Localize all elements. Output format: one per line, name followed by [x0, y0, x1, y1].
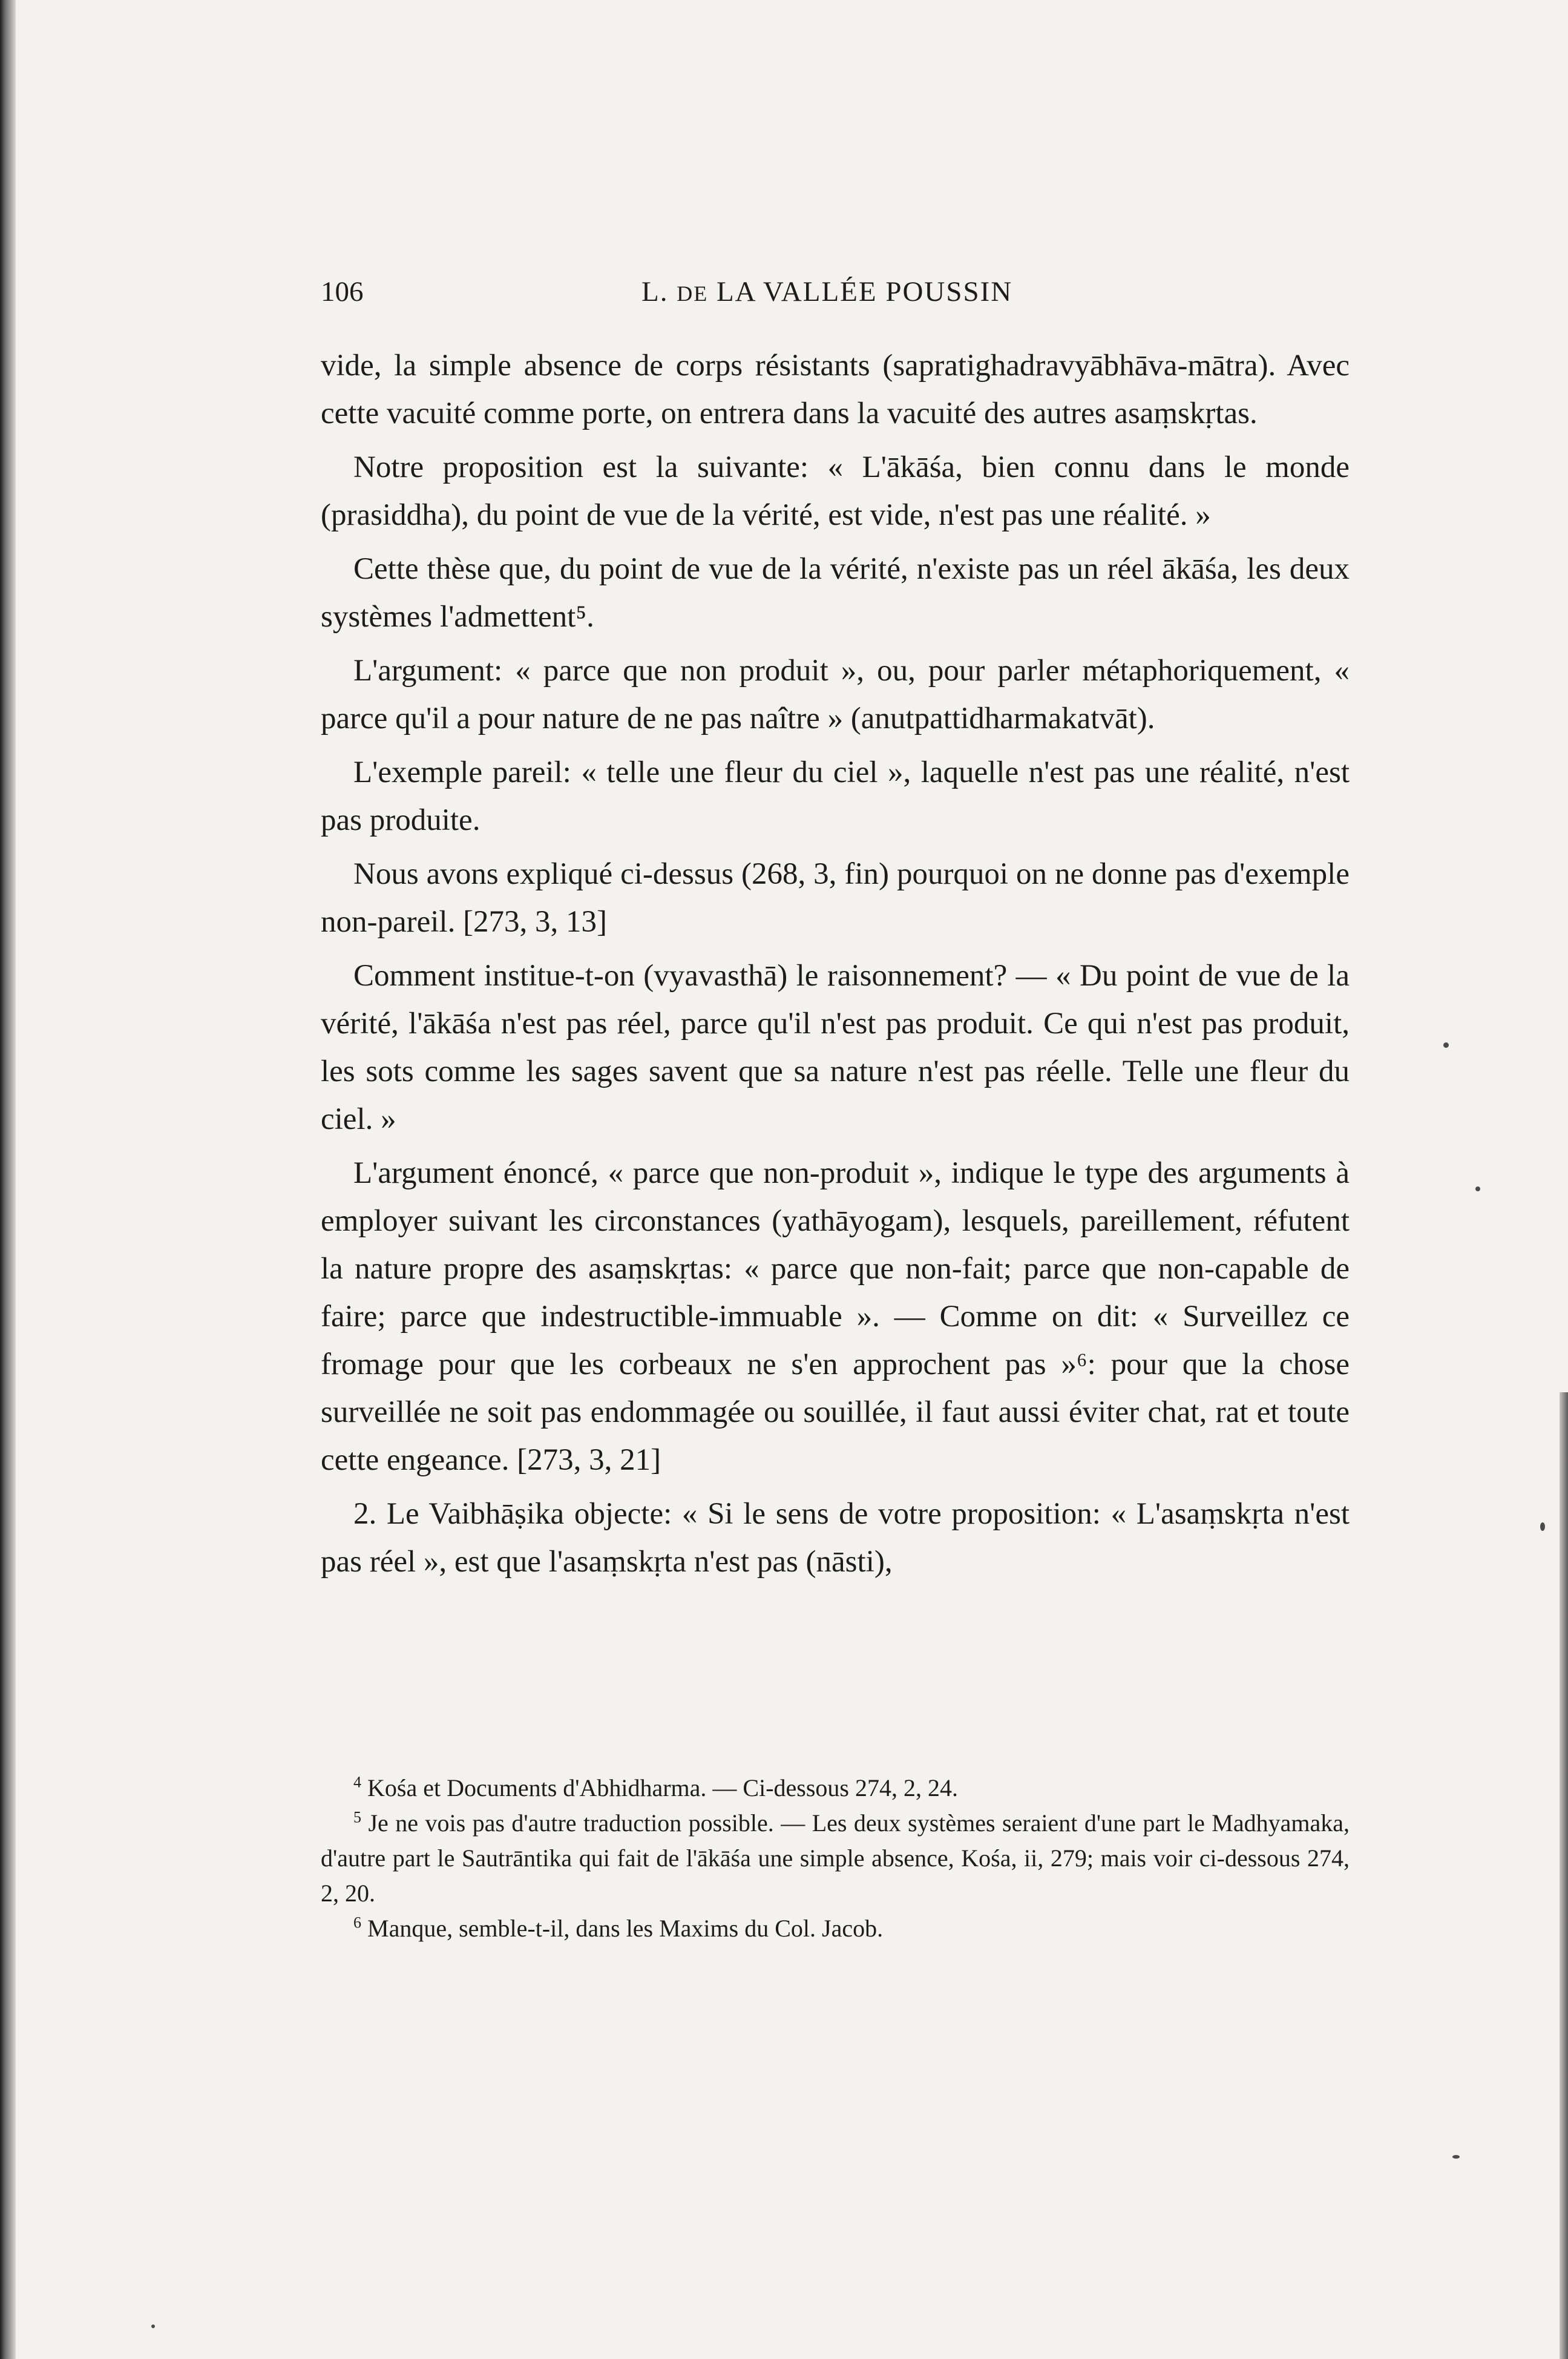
scan-speck — [1475, 1186, 1480, 1191]
scan-speck — [1540, 1522, 1545, 1531]
paragraph-9: 2. Le Vaibhāṣika objecte: « Si le sens de votre proposition: « L'asaṃskṛta n'est pas réel », est que l'asaṃskṛta n'est pas (nāsti), — [321, 1497, 1350, 1579]
paragraph-3: Cette thèse que, du point de vue de la vérité, n'existe pas un réel ākāśa, les deux systèmes l'admettent⁵. — [321, 552, 1350, 634]
scan-speck — [151, 2324, 155, 2328]
scan-edge-left — [0, 0, 16, 2359]
page-number: 106 — [321, 276, 364, 308]
footnote-mark: 4 — [353, 1773, 361, 1791]
scan-edge-right — [1560, 1392, 1568, 2359]
paragraph-5: L'exemple pareil: « telle une fleur du ciel », laquelle n'est pas une réalité, n'est pas produite. — [321, 755, 1350, 837]
paragraph-4: L'argument: « parce que non produit », ou, pour parler métaphoriquement, « parce qu'il a pour nature de ne pas naître » (anutpattidharmakatvāt). — [321, 654, 1350, 735]
footnote — [321, 1911, 1350, 1946]
paragraph-2: Notre proposition est la suivante: « L'ākāśa, bien connu dans le monde (prasiddha), du point de vue de la vérité, est vide, n'est pas une réalité. » — [321, 450, 1350, 532]
scan-speck — [1452, 2155, 1460, 2159]
scan-speck — [1443, 1042, 1449, 1048]
author-particle: DE — [677, 281, 709, 306]
footnote — [321, 1771, 1350, 1806]
running-head — [641, 275, 1012, 308]
footnote-mark: 5 — [353, 1808, 361, 1826]
footnote-text: Manque, semble-t-il, dans les Maxims du Col. Jacob. — [367, 1915, 884, 1942]
author-initial: L. — [641, 276, 669, 308]
footnote-text: Je ne vois pas d'autre traduction possible. — Les deux systèmes seraient d'une part le Madhyamaka, d'autre part le Sautrāntika qui fait de l'ākāśa une simple absence, Kośa, ii, 279; mais voir ci-dessous 274, 2, 20. — [321, 1809, 1350, 1907]
footnote-mark: 6 — [353, 1913, 361, 1932]
paragraph-6: Nous avons expliqué ci-dessus (268, 3, fin) pourquoi on ne donne pas d'exemple non-pareil. [273, 3, 13] — [321, 857, 1350, 939]
footnote-text: Kośa et Documents d'Abhidharma. — Ci-dessous 274, 2, 24. — [367, 1774, 958, 1801]
main-text — [321, 342, 1350, 1592]
paragraph-1: vide, la simple absence de corps résistants (sapratighadravyābhāva-mātra). Avec cette vacuité comme porte, on entrera dans la vacuité des autres asaṃskṛtas. — [321, 349, 1350, 430]
author-name: LA VALLÉE POUSSIN — [716, 276, 1013, 308]
page-header — [321, 275, 1350, 318]
paragraph-8: L'argument énoncé, « parce que non-produit », indique le type des arguments à employer suivant les circonstances (yathāyogam), lesquels, pareillement, réfutent la nature propre des asaṃskṛtas: « parce que non-fait; parce que non-capable de faire; parce que indestructible-immuable ». — Comme on dit: « Surveillez ce fromage pour que les corbeaux ne s'en approchent pas »⁶: pour que la chose surveillée ne soit pas endommagée ou souillée, il faut aussi éviter chat, rat et toute cette engeance. [273, 3, 21] — [321, 1156, 1350, 1477]
footnote — [321, 1806, 1350, 1911]
footnotes — [321, 1771, 1350, 1946]
paragraph-7: Comment institue-t-on (vyavasthā) le raisonnement? — « Du point de vue de la vérité, l'ākāśa n'est pas réel, parce qu'il n'est pas produit. Ce qui n'est pas produit, les sots comme les sages savent que sa nature n'est pas réelle. Telle une fleur du ciel. » — [321, 959, 1350, 1136]
